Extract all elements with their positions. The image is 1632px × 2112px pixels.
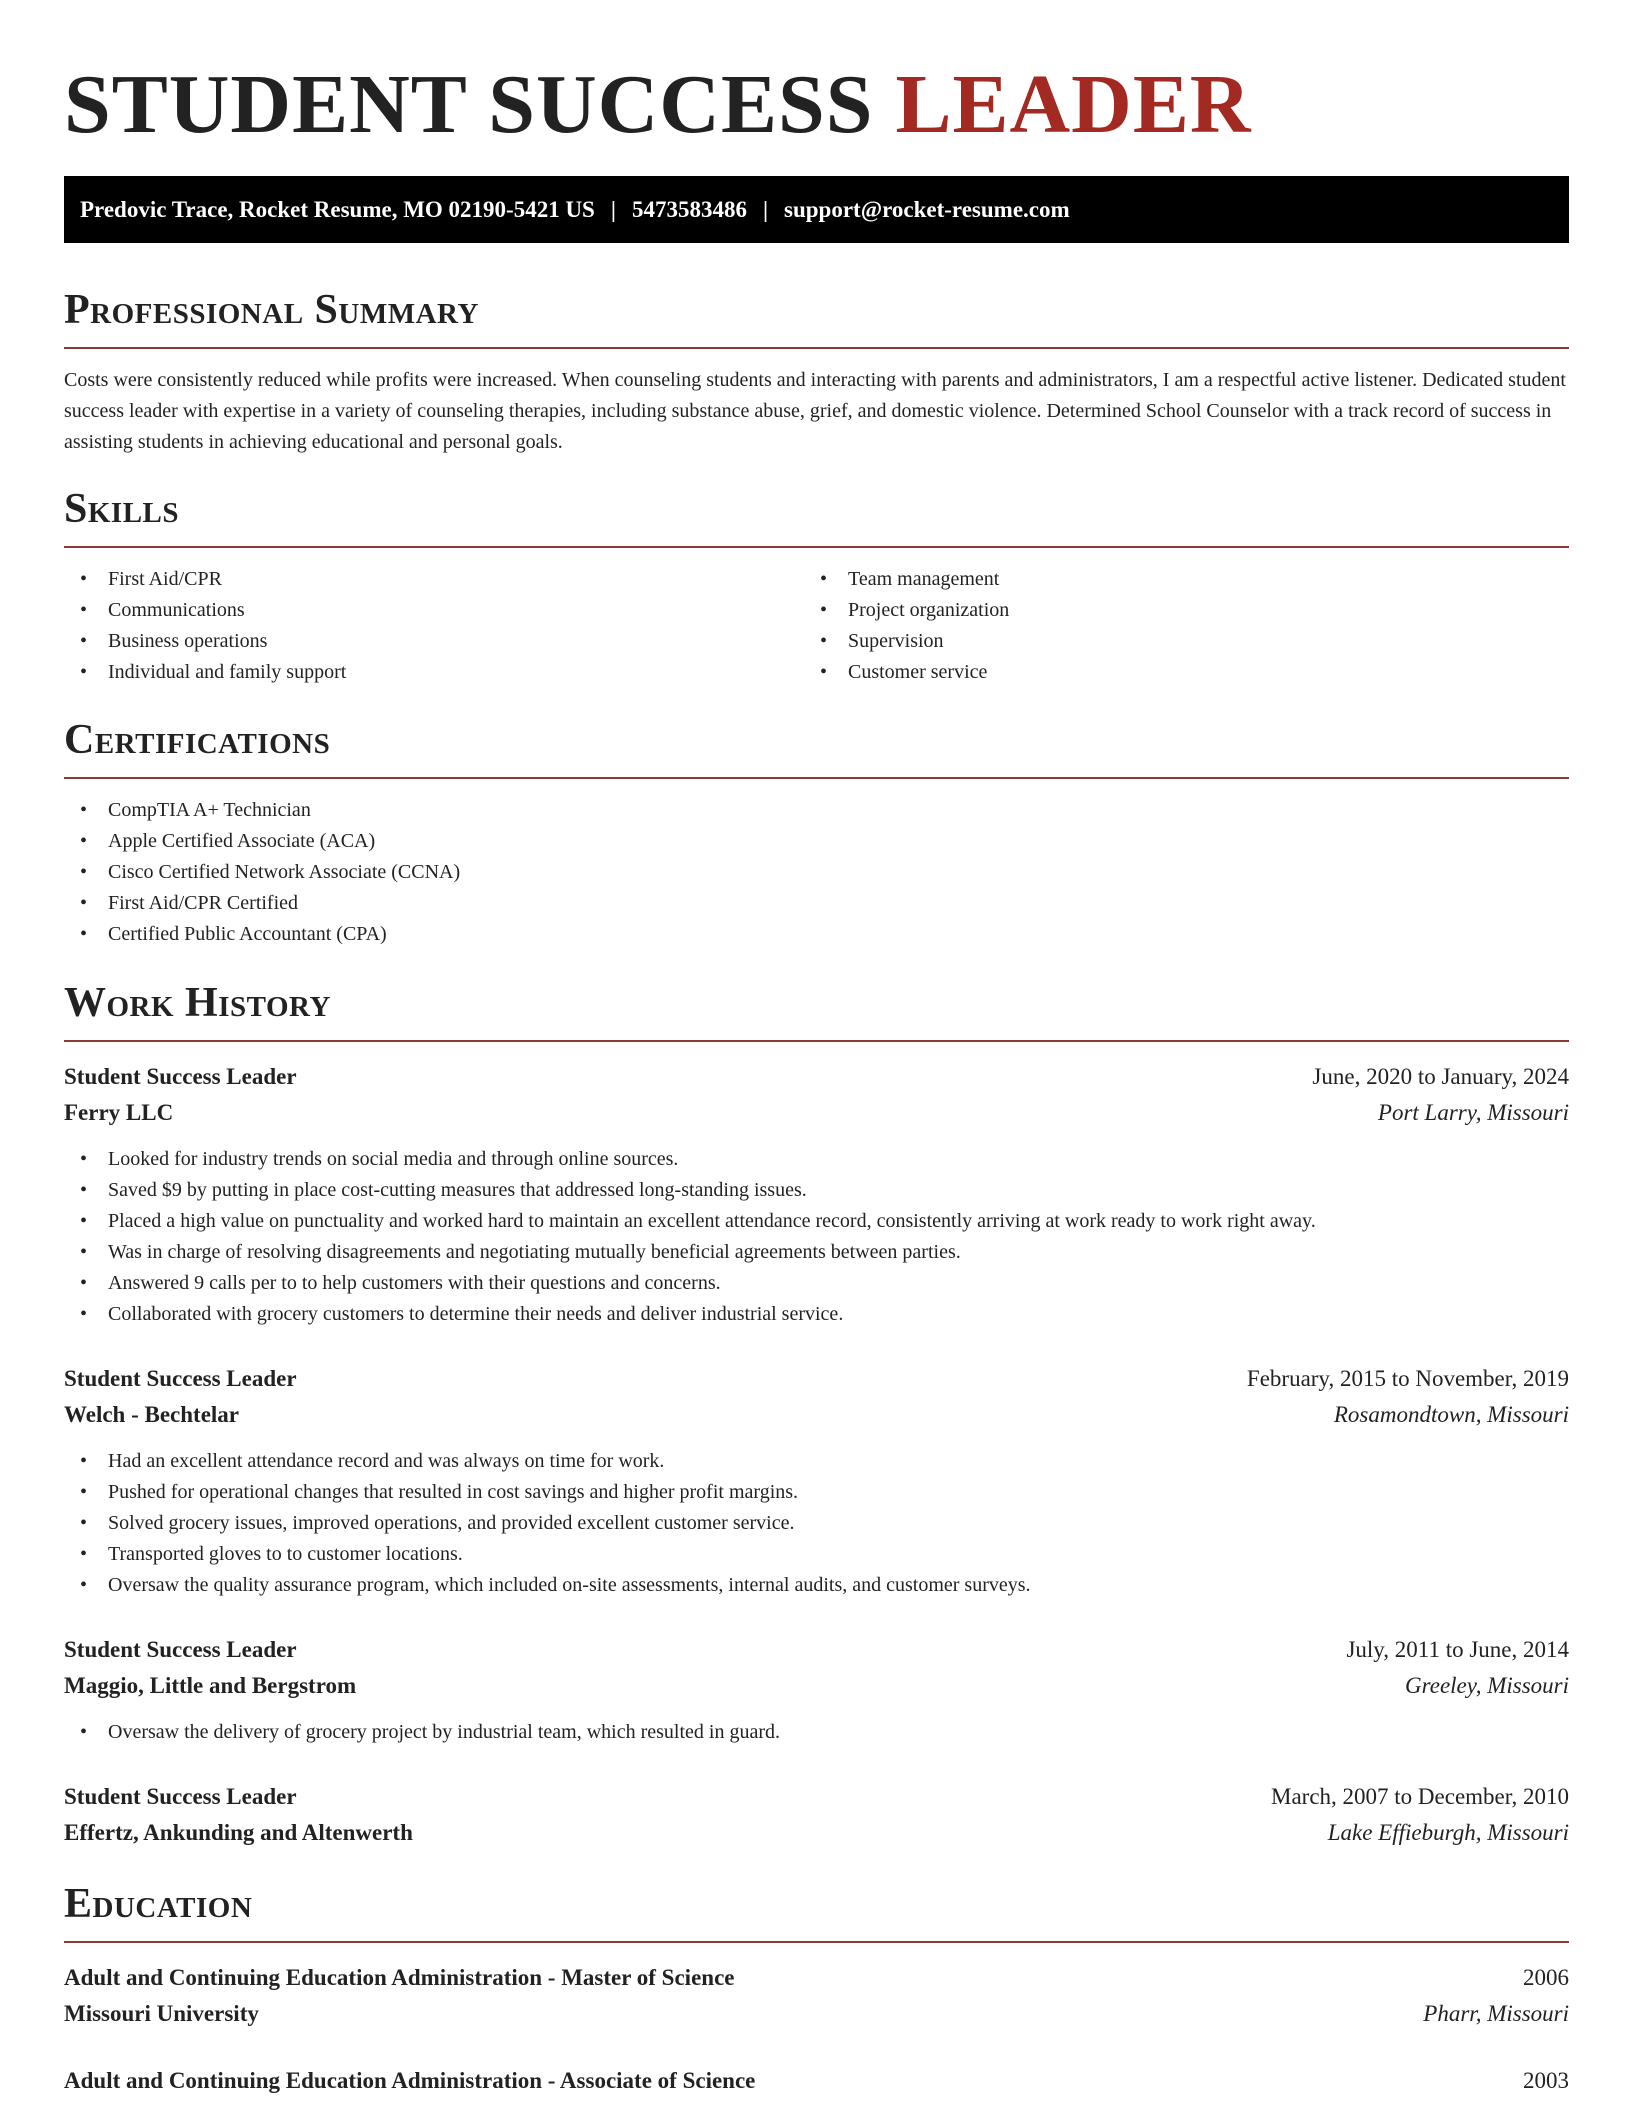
job-bullet: • Answered 9 calls per to to help customers with their questions and concerns. [64,1268,1569,1299]
contact-address: Predovic Trace, Rocket Resume, MO 02190-5421 US [80,196,595,222]
skill-item: • Team management [804,564,1544,595]
resume-title [64,55,1569,155]
job-company: Effertz, Ankunding and Altenwerth [64,1820,413,1845]
job-dates: February, 2015 to November, 2019 [1246,1366,1569,1391]
education-degree: Adult and Continuing Education Administration - Associate of Science [64,2068,756,2093]
job-bullet: • Transported gloves to to customer locations. [64,1539,1569,1570]
job-bullets [64,1446,1569,1601]
skills-list-left [64,564,804,688]
job-bullet: • Had an excellent attendance record and was always on time for work. [64,1446,1569,1477]
job-title-row [64,1059,1569,1095]
contact-separator: | [762,196,769,222]
education-entry [64,2063,1569,2099]
contact-email: support@rocket-resume.com [784,196,1070,222]
job-company-row [64,1397,1569,1433]
job-company: Ferry LLC [64,1100,174,1125]
contact-separator: | [610,196,616,222]
education-school: Missouri University [64,2001,259,2026]
title-main: STUDENT SUCCESS [64,58,874,151]
contact-phone: 5473583486 [631,196,747,222]
work-history-heading: Work History [64,978,1569,1042]
skill-item: • Customer service [804,657,1544,688]
job-company: Welch - Bechtelar [64,1402,240,1427]
certification-item: • Apple Certified Associate (ACA) [64,826,1569,857]
job-bullet: • Saved $9 by putting in place cost-cutting measures that addressed long-standing issues. [64,1175,1569,1206]
resume-page [64,0,1569,2099]
education-heading: Education [64,1879,1569,1943]
job-location: Lake Effieburgh, Missouri [1327,1820,1569,1845]
job-title-row [64,1779,1569,1815]
job-entry [64,1779,1569,1851]
job-entry [64,1632,1569,1748]
summary-heading: Professional Summary [64,285,1569,349]
job-dates: March, 2007 to December, 2010 [1271,1784,1569,1809]
education-school-row [64,1996,1569,2032]
summary-section [64,285,1569,458]
education-degree-row [64,1960,1569,1996]
job-title: Student Success Leader [64,1637,297,1662]
education-location: Pharr, Missouri [1423,2001,1569,2026]
skills-heading: Skills [64,484,1569,548]
job-title-row [64,1361,1569,1397]
skill-item: • First Aid/CPR [64,564,804,595]
skills-section [64,484,1569,688]
job-company: Maggio, Little and Bergstrom [64,1673,357,1698]
job-title: Student Success Leader [64,1784,297,1809]
certifications-list [64,795,1569,950]
summary-text: Costs were consistently reduced while profits were increased. When counseling students and interacting with parents and administrators, I am a respectful active listener. Dedicated student success leader with expertise in a variety of counseling therapies, including substance abuse, grief, and domestic violence. Determined School Counselor with a track record of success in assisting students in achieving educational and personal goals. [64,369,1566,453]
job-company-row [64,1095,1569,1131]
job-company-row [64,1668,1569,1704]
certifications-heading: Certifications [64,715,1569,779]
job-bullets [64,1144,1569,1330]
job-company-row [64,1815,1569,1851]
certifications-section [64,715,1569,950]
skill-item: • Individual and family support [64,657,804,688]
job-title: Student Success Leader [64,1064,297,1089]
title-accent: LEADER [895,58,1252,151]
job-bullet: • Placed a high value on punctuality and worked hard to maintain an excellent attendance record, consistently arriving at work ready to work right away. [64,1206,1569,1237]
education-degree: Adult and Continuing Education Administration - Master of Science [64,1965,735,1990]
education-degree-row [64,2063,1569,2099]
skill-item: • Business operations [64,626,804,657]
job-entry [64,1059,1569,1330]
job-bullet: • Oversaw the delivery of grocery project by industrial team, which resulted in guard. [64,1717,1569,1748]
skills-grid [64,548,1569,688]
job-dates: June, 2020 to January, 2024 [1312,1064,1569,1089]
work-history-section [64,978,1569,1851]
skill-item: • Project organization [804,595,1544,626]
job-bullet: • Oversaw the quality assurance program, which included on-site assessments, internal audits, and customer surveys. [64,1570,1569,1601]
job-entry [64,1361,1569,1601]
education-entry [64,1960,1569,2032]
job-bullet: • Collaborated with grocery customers to determine their needs and deliver industrial service. [64,1299,1569,1330]
job-title: Student Success Leader [64,1366,297,1391]
job-bullets [64,1717,1569,1748]
job-bullet: • Pushed for operational changes that resulted in cost savings and higher profit margins. [64,1477,1569,1508]
education-year: 2003 [1523,2068,1569,2093]
certification-item: • Cisco Certified Network Associate (CCNA) [64,857,1569,888]
education-section [64,1879,1569,2099]
job-bullet: • Solved grocery issues, improved operations, and provided excellent customer service. [64,1508,1569,1539]
job-title-row [64,1632,1569,1668]
job-location: Port Larry, Missouri [1377,1100,1569,1125]
job-bullet: • Was in charge of resolving disagreements and negotiating mutually beneficial agreements between parties. [64,1237,1569,1268]
education-year: 2006 [1523,1965,1569,1990]
certification-item: • Certified Public Accountant (CPA) [64,919,1569,950]
job-location: Rosamondtown, Missouri [1333,1402,1569,1427]
certification-item: • CompTIA A+ Technician [64,795,1569,826]
skill-item: • Supervision [804,626,1544,657]
job-dates: July, 2011 to June, 2014 [1346,1637,1569,1662]
skills-list-right [804,564,1544,688]
job-bullet: • Looked for industry trends on social media and through online sources. [64,1144,1569,1175]
job-location: Greeley, Missouri [1405,1673,1569,1698]
skill-item: • Communications [64,595,804,626]
certification-item: • First Aid/CPR Certified [64,888,1569,919]
contact-bar [64,176,1569,243]
